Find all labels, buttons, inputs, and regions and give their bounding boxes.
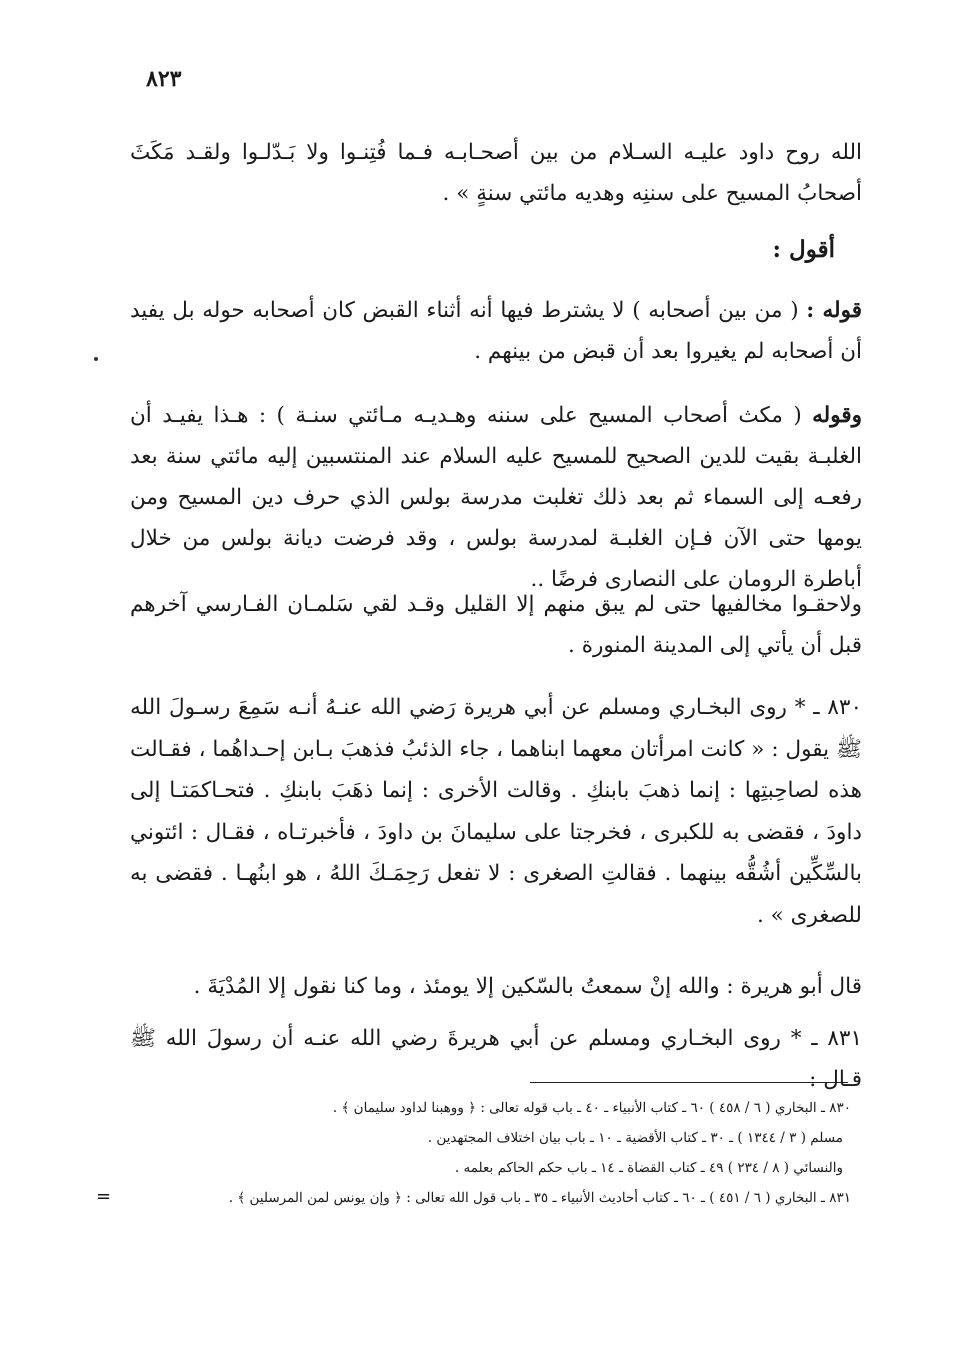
paragraph-lead: قوله : (806, 298, 862, 323)
paragraph-body: ( من بين أصحابه ) لا يشترط فيها أنه أثناء القبض كان أصحابه حوله بل يفيد أن أصحابه لم يغيروا بعد أن قبض من بينهم . (130, 298, 862, 364)
margin-dot (94, 357, 98, 361)
footnote-830-muslim: مسلم ( ٣ / ١٣٤٤ ) ـ ٣٠ ـ كتاب الأقضية ـ ١٠ ـ باب بيان اختلاف المجتهدين . (427, 1130, 843, 1146)
paragraph-abu-hurayra: قال أبو هريرة : والله إنْ سمعتُ بالسّكين إلا يومئذ ، وما كنا نقول إلا المُدْيَةَ . (193, 974, 862, 999)
hadith-831: ٨٣١ ـ * روى البخـاري ومسلم عن أبي هريرةَ رضي الله عنـه أن رسولَ الله ﷺ قـال : (130, 1026, 862, 1092)
section-heading: أقول : (772, 236, 835, 263)
paragraph-body: ( مكث أصحاب المسيح على سننه وهـديـه مـائتي سنـة ) : هـذا يفيـد أن الغلبـة بقيت للدين الصحيح للمسيح عليه السلام عند المنتسبين إليه مائتي سنة بعد رفعـه إلى السماء ثم بعد ذلك تغلبت مدرسة بولس الذي حرف دين المسيح ومن يومها حتى الآن فـإن الغلبـة لمدرسة بولس ، وقد فرضت ديانة بولس من خلال أباطرة الرومان على النصارى فرضًا .. (130, 403, 862, 592)
footnote-830-nasai: والنسائي ( ٨ / ٢٣٤ ) ٤٩ ـ كتاب القضاة ـ ١٤ ـ باب حكم الحاكم بعلمه . (454, 1160, 843, 1176)
hadith-830: ٨٣٠ ـ * روى البخـاري ومسلم عن أبي هريرة رَضي الله عنـهُ أنـه سَمِعَ رسـولَ الله ﷺ يقول : « كانت امرأتان معهما ابناهما ، جاء الذئبُ فذهبَ بـابن إحـداهُما ، فقـالت هذه لصاحِبتِها : إنما ذهبَ بابنكِ . وقالت الأخرى : إنما ذهَبَ بابنكِ . فتحـاكمَتـا إلى داودَ ، فقضى به للكبرى ، فخرجتا على سليمانَ بن داودَ ، فأخبرتـاه ، فقـال : ائتوني بالسِّكِّين أشُقُّه بينهما . فقالتِ الصغرى : لا تفعل رَحِمَـكَ اللهُ ، هو ابنُهـا . فقضى به للصغرى » . (130, 695, 862, 928)
margin-mark: = (96, 1186, 112, 1207)
page-number: ٨٢٣ (146, 66, 182, 92)
paragraph-qawluhu (130, 290, 862, 372)
paragraph-waqawluhu (130, 395, 862, 600)
paragraph-pursued: ولاحقـوا مخالفيها حتى لم يبق منهم إلا القليل وقـد لقي سَلمـان الفـارسي آخرهم قبل أن يأتي إلى المدينة المنورة . (130, 592, 862, 658)
footnote-divider (530, 1082, 848, 1083)
footnote-831-bukhari: ٨٣١ ـ البخاري ( ٦ / ٤٥١ ) ـ ٦٠ ـ كتاب أحاديث الأنبياء ـ ٣٥ ـ باب قول الله تعالى : ﴿ وإن يونس لمن المرسلين ﴾ . (228, 1190, 851, 1206)
footnote-830-bukhari: ٨٣٠ ـ البخاري ( ٦ / ٤٥٨ ) ٦٠ ـ كتاب الأنبياء ـ ٤٠ ـ باب قوله تعالى : ﴿ ووهبنا لداود سليمان ﴾ . (332, 1100, 851, 1116)
paragraph-lead: وقوله (812, 403, 862, 428)
paragraph-continuation: الله روح داود عليـه السـلام من بين أصحـابـه فـما فُتِنـوا ولا بَـدّلـوا ولقـد مَكَثَ أصحابُ المسيح على سننِه وهديه مائتي سنةٍ » . (130, 140, 862, 206)
